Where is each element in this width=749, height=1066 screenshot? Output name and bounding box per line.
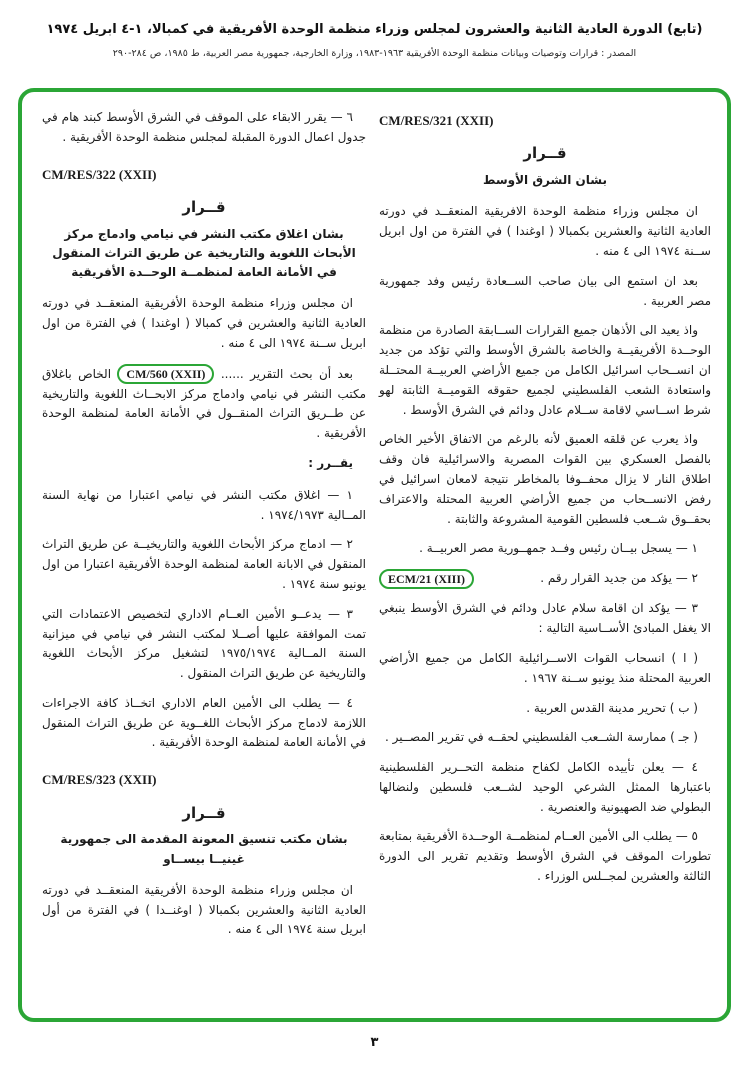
page-header xyxy=(0,22,749,59)
res322-operative-item-2: ٢ — ادماج مركز الأبحاث اللغوية والتاريخيــة عن طريق التراث المنقول في الابانة العامة لمنظمة الوحدة الأفريقية اعتبارا من اول يونيو سنة ١٩٧٤ . xyxy=(42,537,366,591)
resolution-322-subject: بشان اغلاق مكتب النشر في نيامي وادماج مركز الأبحاث اللغوية والتاريخية عن طريق التراث المنقول في الأمانة العامة لمنظمــة الوحــدة الأفريقية xyxy=(52,226,356,280)
res321-operative-item-1: ١ — يسجل بيــان رئيس وفــد جمهــورية مصر العربيــة . xyxy=(419,541,698,556)
res322-report-text-before: بعد أن بحث التقرير ...... xyxy=(220,366,353,381)
res321-operative-item-4: ٤ — يعلن تأييده الكامل لكفاح منظمة التحــرير الفلسطينية باعتبارها الممثل الشرعي الوحيد لشــعب فلسطين ولنضالها البطولي ضد الصهيونية والعنصرية . xyxy=(379,760,711,814)
resolution-322-title: قــرار xyxy=(182,198,226,217)
res321-preamble-paragraph: ان مجلس وزراء منظمة الوحدة الافريقية المنعقــد في دورته العادية الثانية والعشرين بكمبالا ( اوغندا ) في الفترة من اول ابريل ســنة ١٩٧٤ الى ٤ منه . xyxy=(379,204,711,258)
res322-report-text-after: الخاص باغلاق مكتب النشر في نيامي وادماج مركز الابحــاث اللغوية والتاريخية عن طــريق التراث المنقــول في الأمانة العامة لمنظمة الوحدة الأفريقية . xyxy=(42,366,366,441)
resolution-323-title: قــرار xyxy=(182,803,226,822)
res322-preamble-paragraph: ان مجلس وزراء منظمة الوحدة الأفريقية المنعقــد في دورته العادية الثانية والعشرين في كمبالا ( اوغندا ) في الفترة من اول ابريل ســنة ١٩٧٤ الى ٤ منه . xyxy=(42,296,366,350)
res321-operative-item-3: ٣ — يؤكد ان اقامة سلام عادل ودائم في الشرق الأوسط ينبغي الا يغفل المبادئ الأســاسية التالية : xyxy=(379,601,711,636)
column-left xyxy=(42,108,366,950)
page-number: ٣ xyxy=(370,1035,379,1050)
resolution-code-322: CM/RES/322 (XXII) xyxy=(42,166,157,182)
res322-operative-item-1: ١ — اغلاق مكتب النشر في نيامي اعتبارا من نهاية السنة المــالية ١٩٧٤/١٩٧٣ . xyxy=(42,487,366,522)
res322-operative-item-3: ٣ — يدعــو الأمين العــام الاداري لتخصيص الاعتمادات التي تمت الموافقة عليها أصــلا لمكتب النشر في نيامي في ميزانية السنة المــالية ١٩٧٥/١٩٧٤ لتشغيل مركز الأبحاث اللغوية والتاريخية عن طريق التراث المنقول . xyxy=(42,606,366,681)
res321-sub-item-c: ( جـ ) ممارسة الشــعب الفلسطيني لحقــه في تقرير المصــير . xyxy=(385,730,698,745)
res321-sub-item-a: ( ا ) انسحاب القوات الاســرائيلية الكامل من جميع الأراضي العربية المحتلة منذ يونيو ســنة ١٩٦٧ . xyxy=(379,650,711,685)
resolution-321-title: قــرار xyxy=(523,144,567,163)
resolution-code-321: CM/RES/321 (XXII) xyxy=(379,113,494,128)
resolution-321-subject: بشان الشرق الأوسط xyxy=(482,173,607,188)
header-source-line: المصدر : قرارات وتوصيات وبيانات منظمة الوحدة الأفريقية ١٩٦٣-١٩٨٣، وزارة الخارجية، جمهورية مصر العربية، ط ١٩٨٥، ص ٢٨٤-٢٩٠ xyxy=(112,48,637,59)
res322-report-paragraph xyxy=(42,364,366,444)
column-right xyxy=(379,108,711,897)
resolution-ref-chip-cm560: CM/560 (XXII) xyxy=(117,364,214,384)
res321-operative-item-6: ٦ — يقرر الابقاء على الموقف في الشرق الأوسط كبند هام في جدول اعمال الدورة المقبلة لمجلس منظمة الوحدة الأفريقية . xyxy=(42,110,366,144)
res321-preamble-paragraph: بعد ان استمع الى بيان صاحب الســعادة رئيس وفد جمهورية مصر العربية . xyxy=(379,273,711,308)
res323-preamble-paragraph: ان مجلس وزراء منظمة الوحدة الأفريقية المنعقــد في دورته العادية الثانية والعشرين بكمبالا ( اوغنــدا ) في الفترة من أول ابريل سنة ١٩٧٤ الى ٤ منه . xyxy=(42,882,366,937)
res321-preamble-paragraph: واذ يعيد الى الأذهان جميع القرارات الســابقة الصادرة من منظمة الوحــدة الأفريقيــة والخاصة بالشرق الأوسط والتي تؤكد من جديد ان انســحاب اسرائيل الكامل من جميع الأراضي العربيــة المحتــلة واستعادة الشعب الفلسطيني لجميع حقوقه القوميــة الثابتة لهو شرط اســاسي لاقامة ســلام عادل ودائم في الشرق الأوسط . xyxy=(379,323,711,417)
res322-operative-item-4: ٤ — يطلب الى الأمين العام الاداري اتخــاذ كافة الاجراءات اللازمة لادماج مركز الأبحاث اللغــوية عن طريق التراث المنقول في الأمانة العامة لمنظمة الوحدة الأفريقية . xyxy=(42,695,366,750)
res321-sub-item-b: ( ب ) تحرير مدينة القدس العربية . xyxy=(526,700,698,715)
resolution-323-subject: بشان مكتب تنسيق المعونة المقدمة الى جمهورية غينيــا بيســاو xyxy=(60,832,348,866)
resolution-code-323: CM/RES/323 (XXII) xyxy=(42,772,157,788)
resolution-ref-chip-ecm21: ECM/21 (XIII) xyxy=(379,569,474,589)
res321-operative-item-5: ٥ — يطلب الى الأمين العــام لمنظمــة الوحــدة الأفريقية بمتابعة تطورات الموقف في الشرق الأوسط وتقديم تقرير الى الدورة الثالثة والعشرين لمجــلس الوزراء . xyxy=(379,829,711,884)
res321-operative-item-2 xyxy=(379,569,711,589)
res322-decides-label: يقــرر : xyxy=(308,455,353,470)
res321-item-2-text: ٢ — يؤكد من جديد القرار رقم . xyxy=(540,571,698,586)
res321-preamble-paragraph: واذ يعرب عن قلقه العميق لأنه بالرغم من الاتفاق الأخير الخاص بالفصل العسكري بين القوات المصرية والاسرائيلية فان وقف اطلاق النار لا يزال محفــوفا بالمخاطر نتيجة لامعان اسرائيل في رفض الانســحاب من جميع الأراضي العربية المحتلة والاعتراف بحقــوق شــعب فلسطين القومية المشروعة والثابتة . xyxy=(379,432,711,526)
header-title: (تابع) الدورة العادية الثانية والعشرون لمجلس وزراء منظمة الوحدة الأفريقية في كمبالا، ١-٤ ابريل ١٩٧٤ xyxy=(46,22,703,37)
green-border-frame xyxy=(18,88,731,1022)
